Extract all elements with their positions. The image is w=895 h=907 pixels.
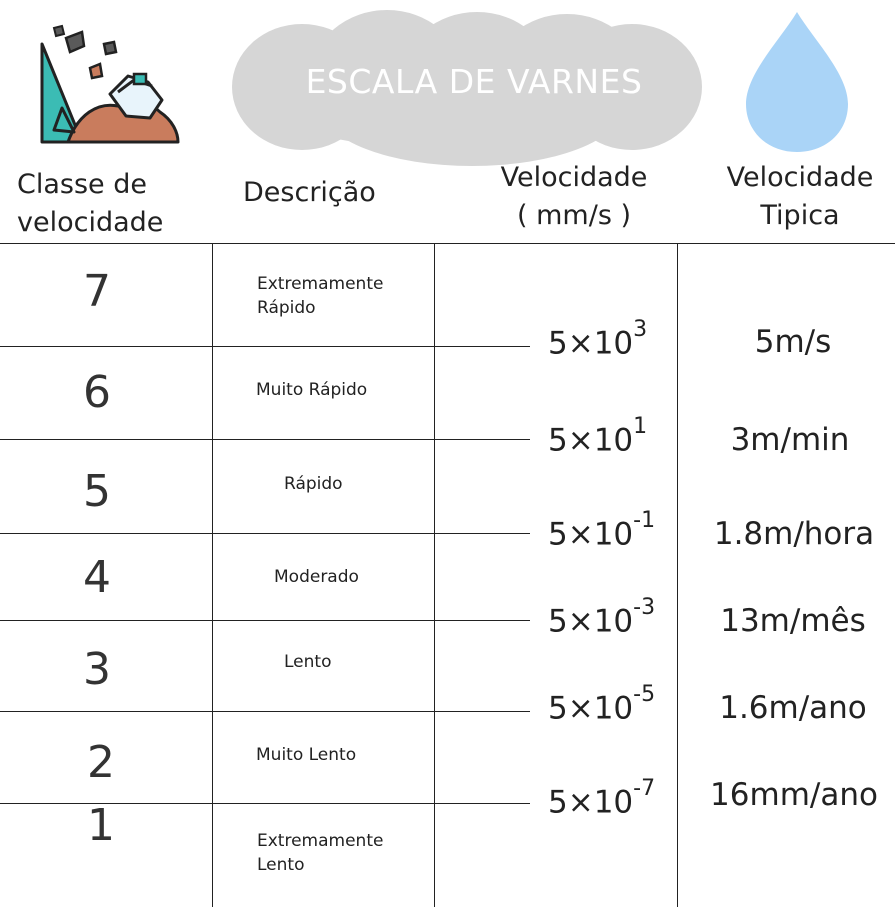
row-divider — [0, 533, 530, 534]
class-number: 5 — [83, 466, 111, 517]
title-cloud — [232, 10, 702, 166]
description-cell: Lento — [284, 652, 332, 672]
velocity-threshold: $5\times 10^1$ — [548, 414, 648, 459]
landslide-icon — [38, 24, 184, 150]
class-number: 1 — [87, 800, 115, 851]
class-number: 7 — [83, 266, 111, 317]
typical-velocity: 13m/mês — [720, 603, 866, 639]
description-cell: Muito Rápido — [256, 380, 368, 400]
description-cell: Extremamente Rápido — [257, 274, 384, 318]
description-cell: Rápido — [284, 474, 343, 494]
velocity-threshold: $5\times 10^{-7}$ — [548, 776, 656, 821]
row-divider — [0, 620, 530, 621]
description-cell: Extremamente Lento — [257, 831, 384, 875]
description-cell: Moderado — [274, 567, 359, 587]
typical-velocity: 3m/min — [730, 422, 850, 458]
header-classe: Classe de velocidade — [17, 169, 164, 238]
velocity-threshold: $5\times 10^{-5}$ — [548, 682, 656, 727]
class-number: 6 — [83, 367, 111, 418]
typical-velocity: 1.8m/hora — [713, 516, 875, 552]
header-descricao: Descrição — [243, 177, 376, 208]
column-divider-1 — [212, 243, 213, 907]
velocity-threshold: $5\times 10^{-3}$ — [548, 595, 656, 640]
velocity-threshold: $5\times 10^3$ — [548, 317, 648, 362]
column-divider-3 — [677, 243, 678, 907]
typical-velocity: 16mm/ano — [710, 777, 878, 813]
class-number: 2 — [87, 737, 115, 788]
velocity-threshold: $5\times 10^{-1}$ — [548, 508, 656, 553]
description-cell: Muito Lento — [256, 745, 357, 765]
class-number: 4 — [83, 552, 111, 603]
typical-velocity: 5m/s — [754, 324, 832, 360]
row-divider — [0, 439, 530, 440]
class-number: 3 — [83, 644, 111, 695]
typical-velocity: 1.6m/ano — [719, 690, 867, 726]
header-tipica: Velocidade Tipica — [726, 162, 874, 231]
header-velocidade: Velocidade ( mm/s ) — [500, 162, 648, 231]
page-title: ESCALA DE VARNES — [305, 62, 643, 101]
column-divider-2 — [434, 243, 435, 907]
row-divider — [0, 711, 530, 712]
header-divider — [0, 243, 895, 244]
row-divider — [0, 346, 530, 347]
water-drop-icon — [744, 10, 850, 156]
